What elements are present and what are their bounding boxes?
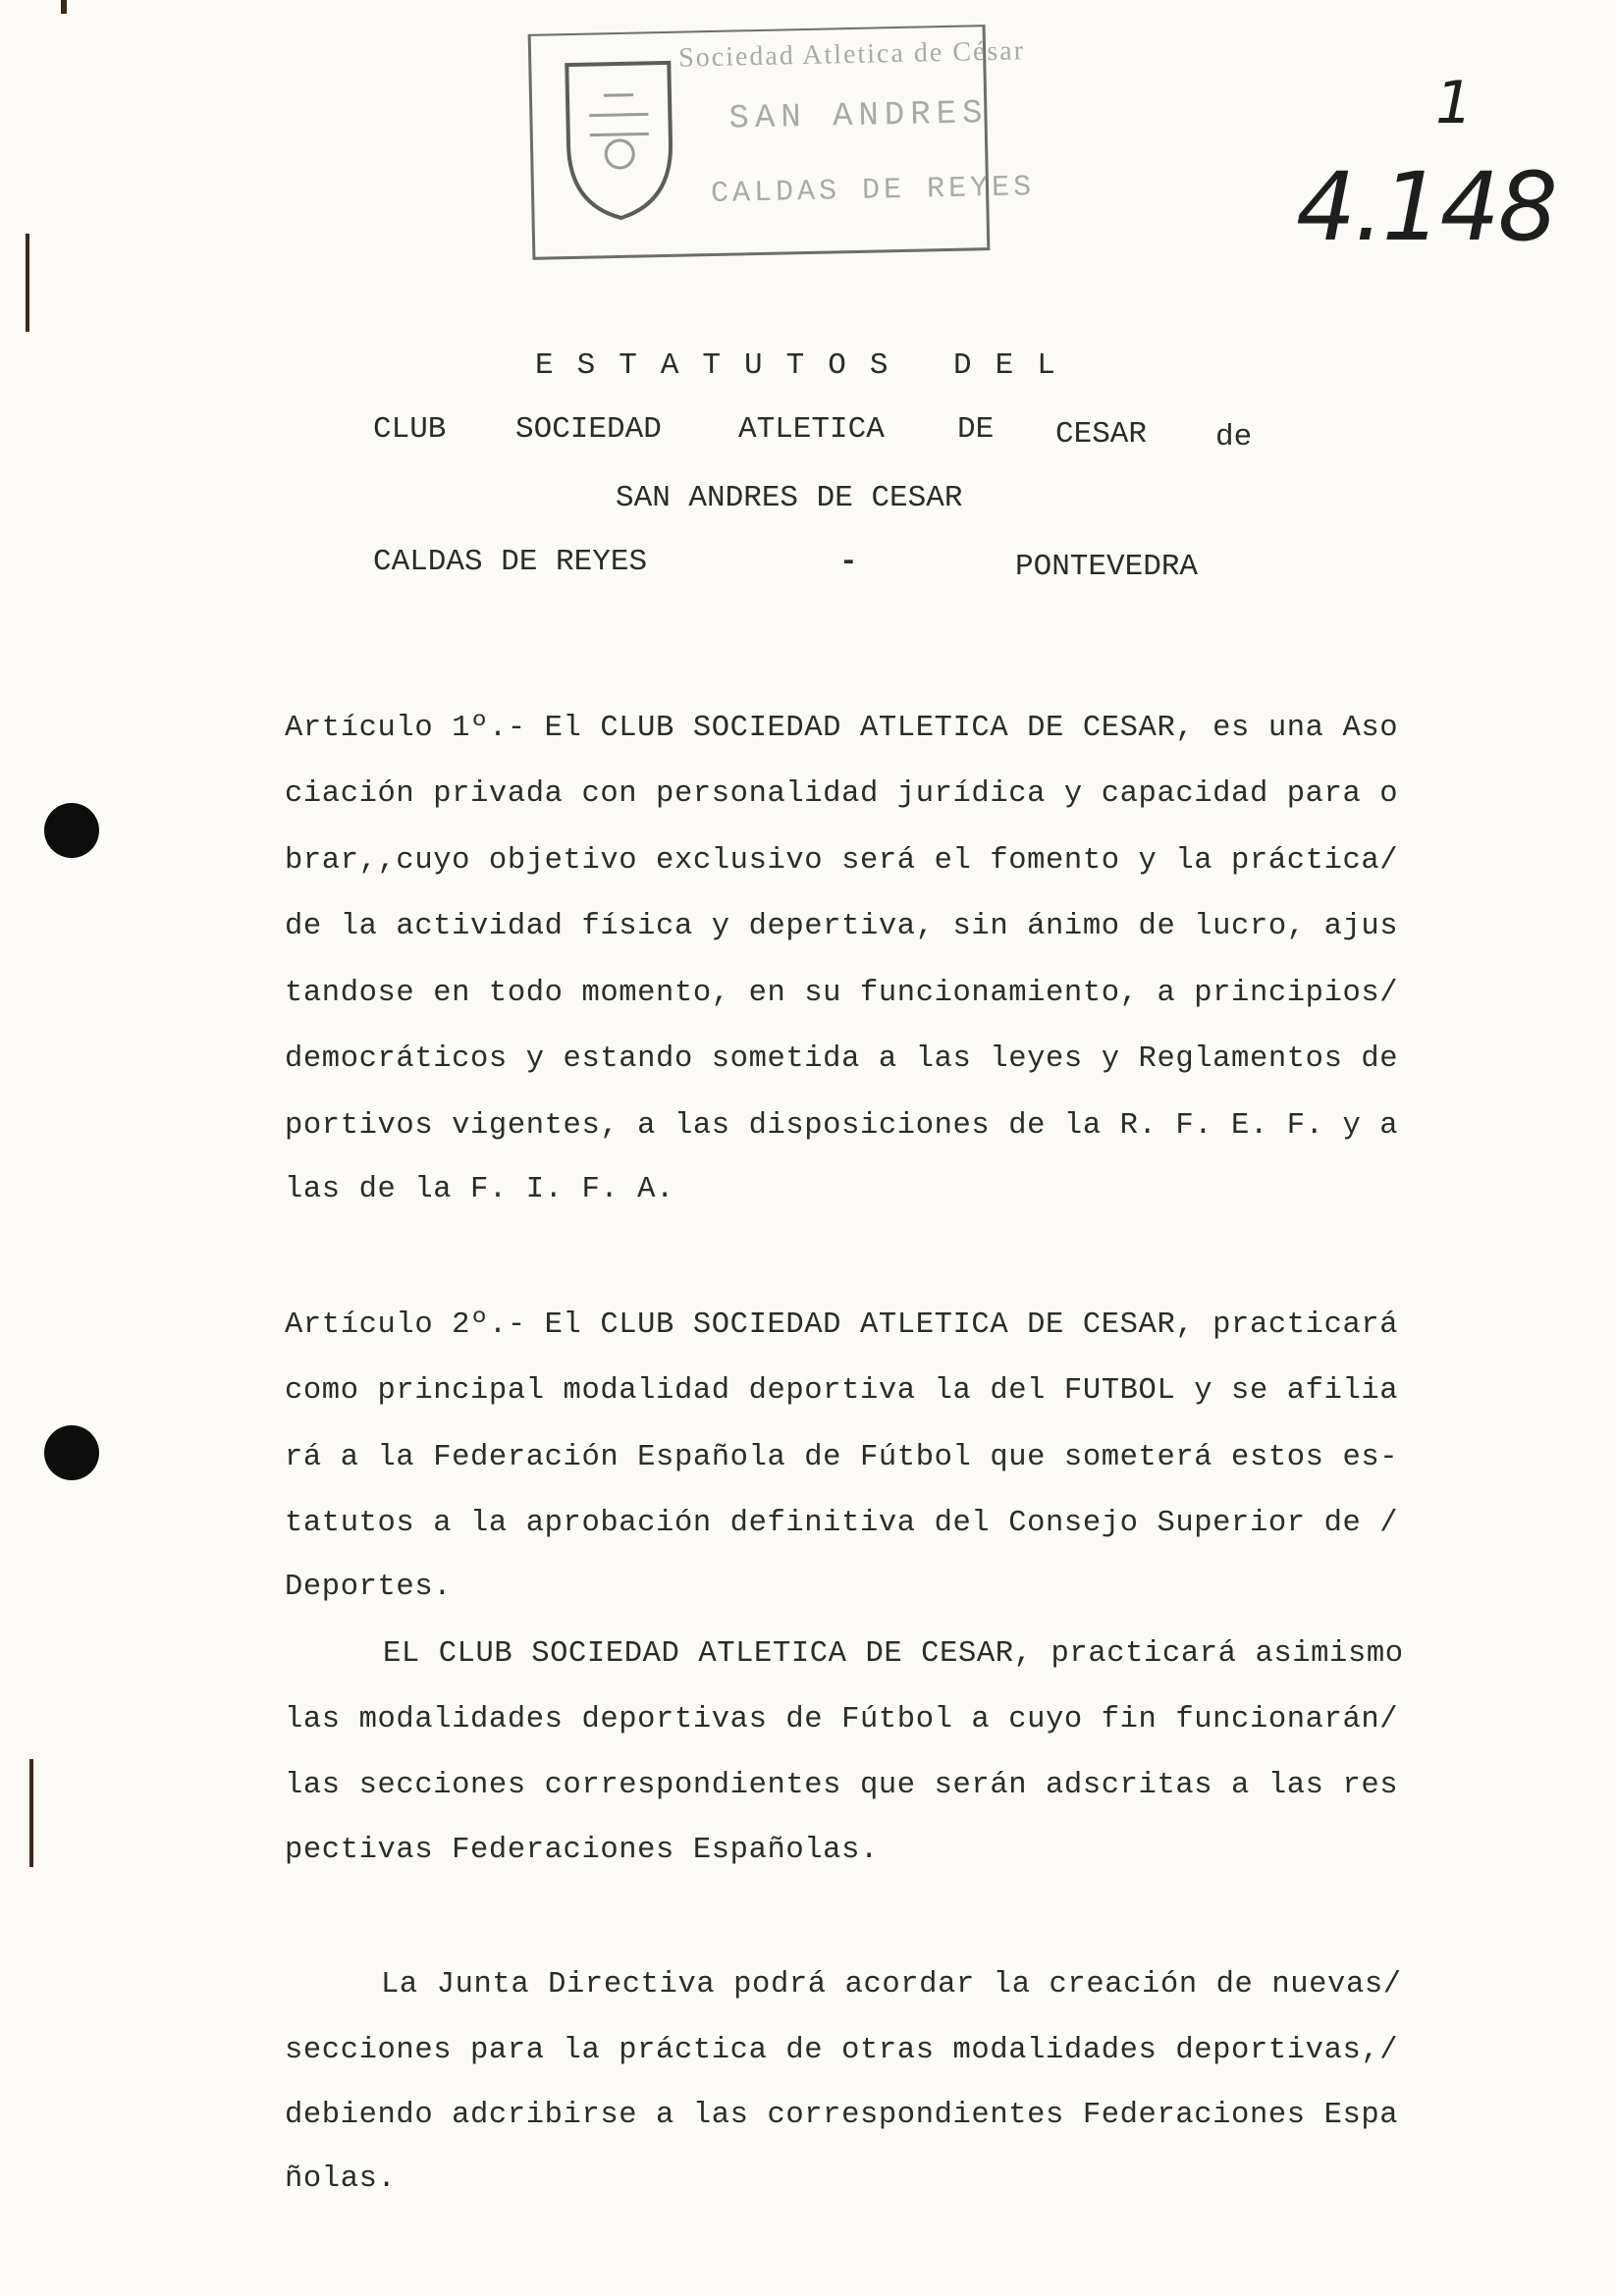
heading-location: SAN ANDRES DE CESAR <box>616 481 963 515</box>
text-line: La Junta Directiva podrá acordar la creación de nuevas/ <box>381 1968 1402 2002</box>
margin-mark <box>29 1759 33 1867</box>
heading-town: CALDAS DE REYES <box>373 545 648 579</box>
heading-word: ATLETICA <box>738 412 885 447</box>
text-line: rá a la Federación Española de Fútbol que someterá estos es- <box>285 1441 1399 1474</box>
text-line: tandose en todo momento, en su funcionamiento, a principios/ <box>285 977 1399 1010</box>
heading-province: PONTEVEDRA <box>1015 550 1199 584</box>
text-line: Artículo 1º.- El CLUB SOCIEDAD ATLETICA DE CESAR, es una Aso <box>285 712 1399 745</box>
text-line: EL CLUB SOCIEDAD ATLETICA DE CESAR, practicará asimismo <box>383 1637 1404 1671</box>
text-line: tatutos a la aprobación definitiva del Consejo Superior de / <box>285 1507 1399 1540</box>
text-line: de la actividad física y depertiva, sin ánimo de lucro, ajus <box>285 910 1399 943</box>
text-line: brar,,cuyo objetivo exclusivo será el fomento y la práctica/ <box>285 844 1399 878</box>
heading-title: ESTATUTOS DEL <box>535 348 1079 383</box>
text-line: pectivas Federaciones Españolas. <box>285 1834 879 1867</box>
punch-hole-bottom <box>44 1425 99 1480</box>
heading-word: CLUB <box>373 412 447 447</box>
text-line: las modalidades deportivas de Fútbol a cuyo fin funcionarán/ <box>285 1703 1399 1736</box>
margin-mark <box>26 234 29 332</box>
text-line: portivos vigentes, a las disposiciones de la R. F. E. F. y a <box>285 1109 1399 1143</box>
text-line: debiendo adcribirse a las correspondientes Federaciones Espa <box>285 2099 1399 2132</box>
text-line: ciación privada con personalidad jurídica y capacidad para o <box>285 777 1399 811</box>
text-line: las de la F. I. F. A. <box>285 1173 674 1206</box>
heading-word: de <box>1215 420 1253 454</box>
text-line: Deportes. <box>285 1571 453 1604</box>
heading-word: SOCIEDAD <box>515 412 662 447</box>
handwritten-page-number: 1 <box>1435 69 1474 137</box>
heading-word: DE <box>957 412 995 447</box>
stamp-line-3: CALDAS DE REYES <box>710 171 1036 212</box>
handwritten-reference-number: 4.148 <box>1296 152 1556 262</box>
club-stamp <box>528 25 1036 260</box>
heading-word: CESAR <box>1055 417 1148 452</box>
stamp-line-1: Sociedad Atletica de César <box>677 35 1026 74</box>
margin-mark <box>61 0 67 14</box>
text-line: las secciones correspondientes que serán adscritas a las res <box>285 1769 1399 1802</box>
shield-icon <box>559 55 680 224</box>
text-line: ñolas. <box>285 2163 397 2196</box>
text-line: secciones para la práctica de otras modalidades deportivas,/ <box>285 2034 1399 2067</box>
text-line: como principal modalidad deportiva la del FUTBOL y se afilia <box>285 1374 1399 1408</box>
heading-dash: - <box>839 545 858 579</box>
text-line: Artículo 2º.- El CLUB SOCIEDAD ATLETICA DE CESAR, practicará <box>285 1308 1399 1342</box>
punch-hole-top <box>44 803 99 858</box>
stamp-line-2: SAN ANDRES <box>728 95 989 138</box>
text-line: democráticos y estando sometida a las leyes y Reglamentos de <box>285 1042 1399 1076</box>
